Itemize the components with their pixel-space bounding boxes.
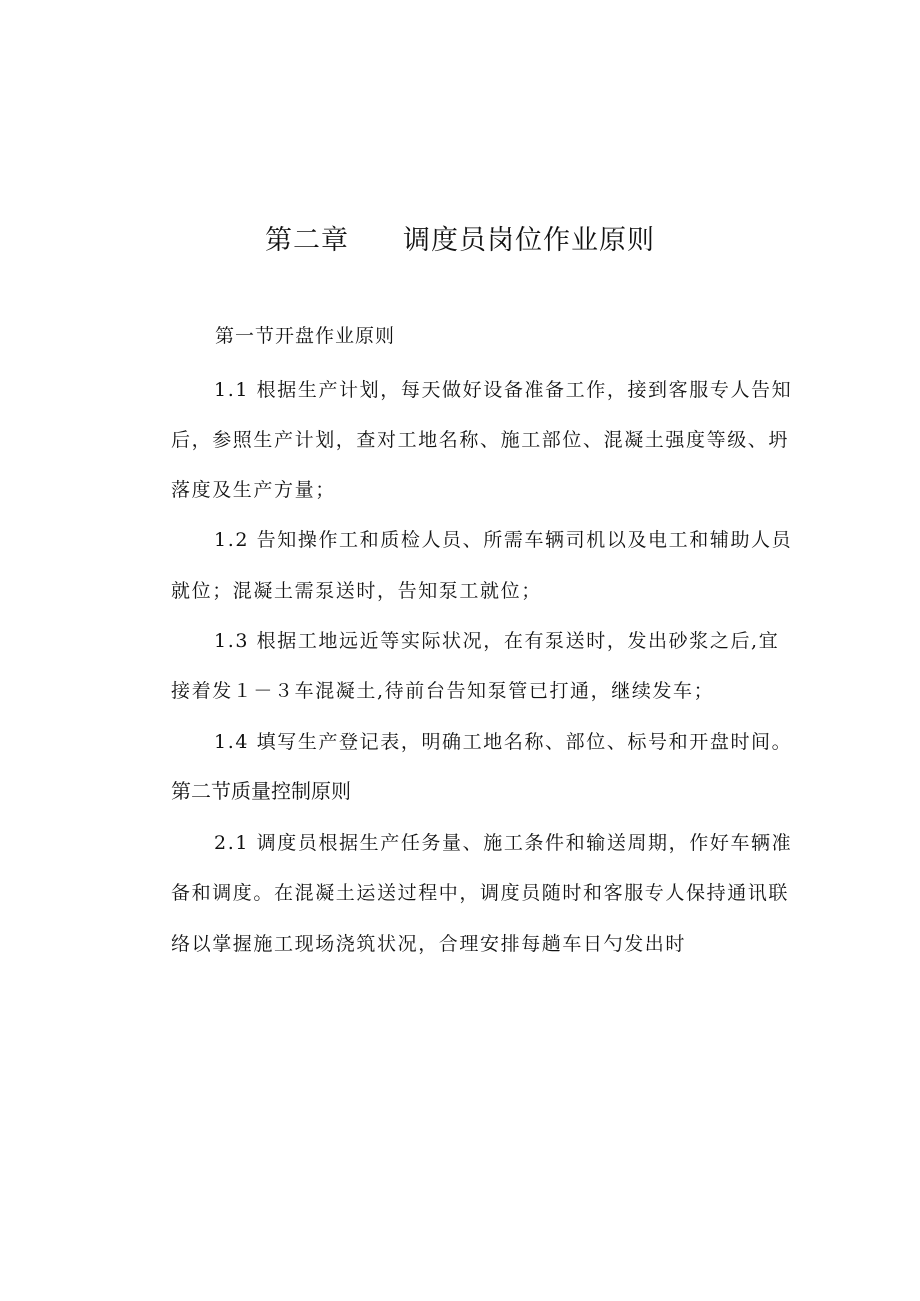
paragraph-line: 备和调度。在混凝土运送过程中，调度员随时和客服专人保持通讯联 bbox=[171, 882, 790, 904]
paragraph-line: 络以掌握施工现场浇筑状况，合理安排每趟车日勺发出时 bbox=[171, 933, 687, 955]
paragraph-line: 落度及生产方量； bbox=[171, 479, 336, 501]
chapter-heading bbox=[0, 218, 920, 257]
paragraph-line: 1.4 填写生产登记表，明确工地名称、部位、标号和开盘时间。 bbox=[214, 731, 793, 753]
chapter-title: 调度员岗位作业原则 bbox=[403, 225, 655, 256]
chapter-number: 第二章 bbox=[265, 225, 349, 256]
paragraph-line: 后，参照生产计划，查对工地名称、施工部位、混凝土强度等级、坍 bbox=[171, 429, 790, 451]
section-2-title: 第二节质量控制原则 bbox=[171, 779, 351, 803]
paragraph-line: 接着发１－３车混凝土,待前台告知泵管已打通，继续发车； bbox=[171, 680, 715, 702]
paragraph-line: 1.2 告知操作工和质检人员、所需车辆司机以及电工和辅助人员 bbox=[214, 529, 793, 551]
paragraph-line: 1.1 根据生产计划，每天做好设备准备工作，接到客服专人告知 bbox=[214, 379, 793, 401]
paragraph-line: 1.3 根据工地远近等实际状况，在有泵送时，发出砂浆之后,宜 bbox=[214, 630, 780, 652]
paragraph-line: 就位；混凝土需泵送时，告知泵工就位； bbox=[171, 580, 542, 602]
section-1-title: 第一节开盘作业原则 bbox=[215, 325, 396, 347]
paragraph-line: 2.1 调度员根据生产任务量、施工条件和输送周期，作好车辆准 bbox=[214, 832, 793, 854]
